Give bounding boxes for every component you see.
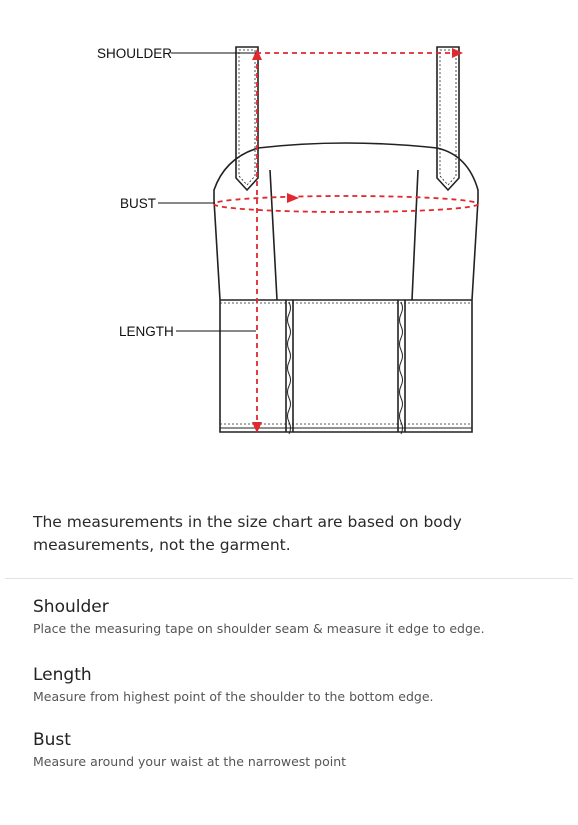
measurement-note: The measurements in the size chart are based on body measurements, not the garment. xyxy=(33,513,462,554)
callout-lines xyxy=(158,53,256,331)
bust-label: BUST xyxy=(120,196,157,211)
garment-outline xyxy=(214,47,478,434)
left-lace-edge xyxy=(288,302,291,434)
length-section xyxy=(33,664,563,706)
shoulder-section xyxy=(33,596,563,638)
right-seam xyxy=(412,170,418,300)
length-description: Measure from highest point of the shoulder to the bottom edge. xyxy=(33,689,434,704)
bodice-outline xyxy=(214,143,478,432)
length-arrowhead-top xyxy=(252,49,262,60)
right-lace-edge xyxy=(400,302,403,434)
bust-arrowhead xyxy=(287,193,299,203)
bust-description: Measure around your waist at the narrowest point xyxy=(33,754,347,769)
right-strap-stitch xyxy=(440,50,456,185)
shoulder-title: Shoulder xyxy=(33,597,109,617)
length-title: Length xyxy=(33,665,92,685)
section-divider xyxy=(5,578,573,579)
left-seam xyxy=(270,170,277,300)
length-label: LENGTH xyxy=(119,324,174,339)
bust-section xyxy=(33,729,563,771)
measurement-lines xyxy=(214,48,478,433)
bust-measure-ellipse xyxy=(214,196,478,212)
bust-title: Bust xyxy=(33,730,71,750)
shoulder-description: Place the measuring tape on shoulder seam & measure it edge to edge. xyxy=(33,621,485,636)
shoulder-label: SHOULDER xyxy=(97,46,173,61)
shoulder-arrowhead xyxy=(452,48,463,58)
left-strap-stitch xyxy=(239,50,255,185)
